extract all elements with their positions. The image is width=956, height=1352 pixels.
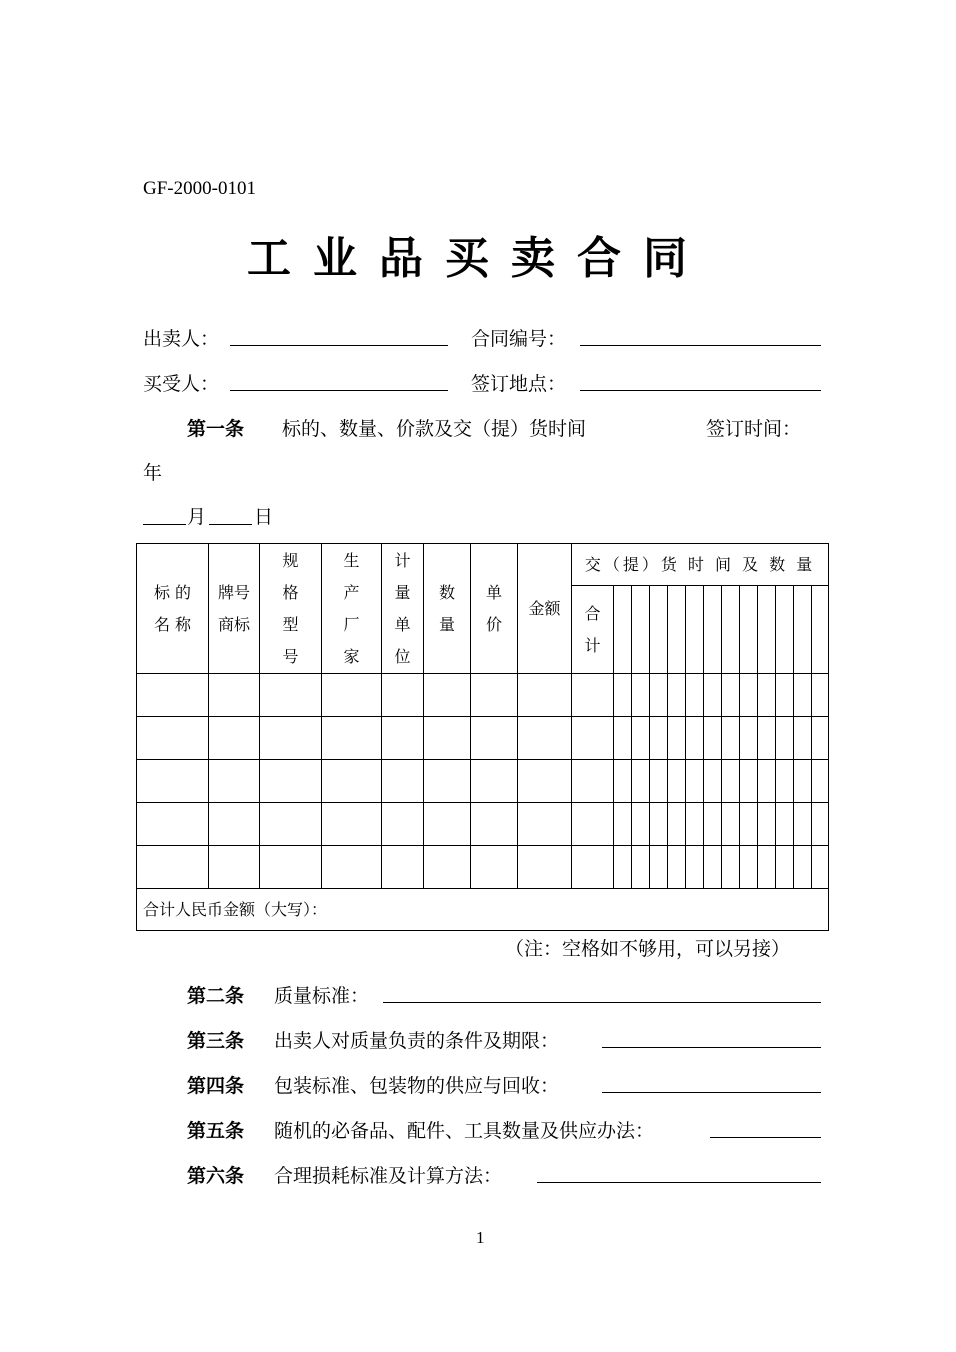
- header-brand: 牌号 商标: [209, 544, 260, 674]
- table-row[interactable]: [137, 803, 829, 846]
- total-amount-label: 合计人民币金额（大写）：: [143, 899, 328, 919]
- buyer-label: 买受人：: [143, 373, 220, 395]
- header-unit: 计 量 单 位: [382, 544, 424, 674]
- article4-blank[interactable]: [602, 1092, 821, 1093]
- buyer-blank[interactable]: [230, 390, 448, 391]
- article3-number: 第三条: [187, 1030, 245, 1052]
- article4-number: 第四条: [187, 1075, 245, 1097]
- header-name: 标 的 名 称: [137, 544, 209, 674]
- article6-text: 合理损耗标准及计算方法：: [274, 1165, 503, 1187]
- header-total: 合 计: [572, 586, 614, 674]
- document-code: GF-2000-0101: [143, 178, 256, 199]
- contract-no-label: 合同编号：: [471, 328, 567, 350]
- article6-number: 第六条: [187, 1165, 245, 1187]
- month-label: 月: [187, 506, 207, 528]
- sign-place-label: 签订地点：: [471, 373, 567, 395]
- article2-number: 第二条: [187, 985, 245, 1007]
- contract-title: 工业品买卖合同: [247, 233, 709, 284]
- header-maker: 生 产 厂 家: [322, 544, 382, 674]
- article2-text: 质量标准：: [274, 985, 370, 1007]
- table-row[interactable]: [137, 717, 829, 760]
- article6-blank[interactable]: [537, 1182, 821, 1183]
- article5-blank[interactable]: [710, 1137, 821, 1138]
- seller-label: 出卖人：: [143, 328, 220, 350]
- header-spec: 规 格 型 号: [260, 544, 322, 674]
- day-blank[interactable]: [209, 524, 252, 525]
- goods-table: [136, 543, 829, 931]
- page-number: 1: [476, 1228, 485, 1247]
- article1-text: 标的、数量、价款及交（提）货时间: [282, 418, 587, 440]
- month-blank[interactable]: [143, 524, 186, 525]
- article4-text: 包装标准、包装物的供应与回收：: [274, 1075, 560, 1097]
- article3-text: 出卖人对质量负责的条件及期限：: [274, 1030, 560, 1052]
- article5-text: 随机的必备品、配件、工具数量及供应办法：: [274, 1120, 655, 1142]
- article3-blank[interactable]: [602, 1047, 821, 1048]
- sign-time-label: 签订时间：: [706, 418, 802, 440]
- total-amount-row[interactable]: [137, 889, 829, 931]
- header-delivery: 交（提）货 时 间 及 数 量: [572, 544, 829, 586]
- header-price: 单 价: [471, 544, 518, 674]
- article2-blank[interactable]: [383, 1002, 821, 1003]
- table-row[interactable]: [137, 674, 829, 717]
- seller-blank[interactable]: [230, 345, 448, 346]
- table-row[interactable]: [137, 846, 829, 889]
- table-row[interactable]: [137, 760, 829, 803]
- contract-no-blank[interactable]: [580, 345, 821, 346]
- note: （注：空格如不够用，可以另接）: [505, 938, 791, 960]
- day-label: 日: [254, 506, 274, 528]
- article5-number: 第五条: [187, 1120, 245, 1142]
- article1-number: 第一条: [187, 418, 245, 440]
- header-qty: 数 量: [424, 544, 471, 674]
- sign-place-blank[interactable]: [580, 390, 821, 391]
- year-label: 年: [143, 462, 163, 484]
- header-amount: 金额: [518, 544, 572, 674]
